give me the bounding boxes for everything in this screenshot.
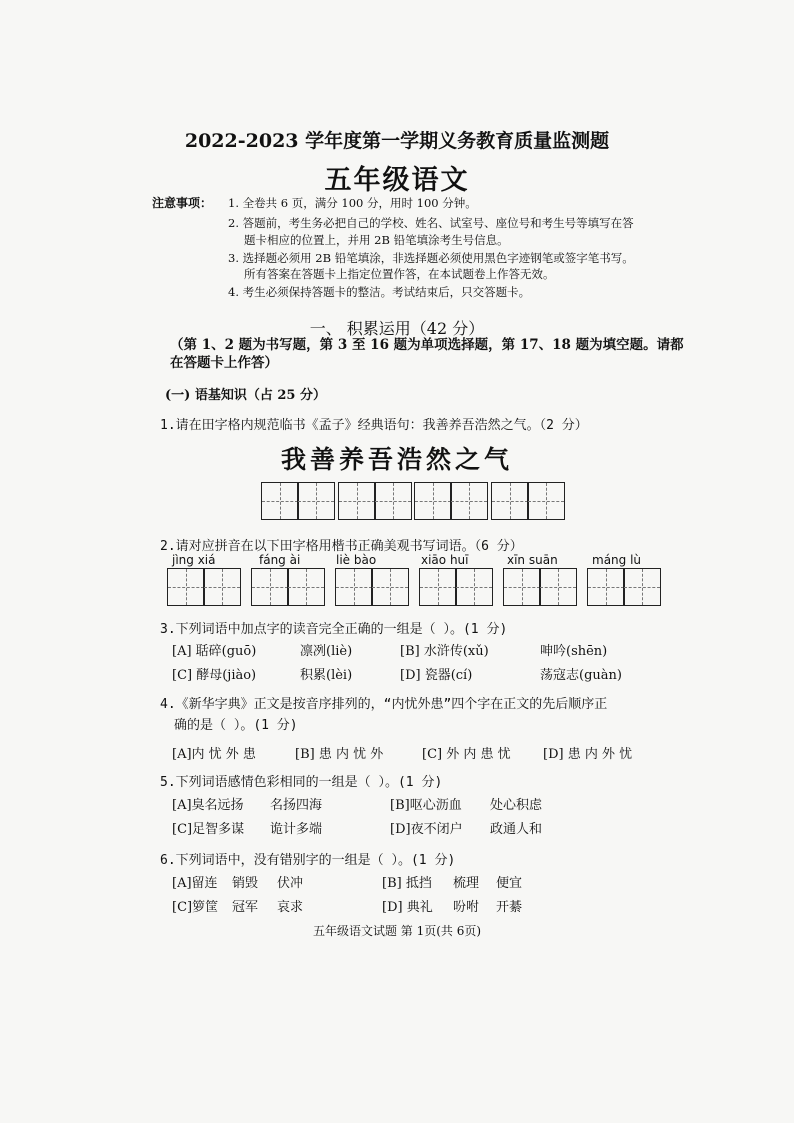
- q3-option-a2: 凛冽(liè): [300, 644, 353, 659]
- q6-option-a: [A]留连: [172, 876, 218, 891]
- note-item: 所有答案在答题卡上指定位置作答，在本试题卷上作答无效。: [244, 267, 555, 281]
- q5-option-c2: 诡计多端: [270, 822, 323, 837]
- tianzige-cell: [338, 482, 376, 520]
- pinyin-4: xiāo huī: [421, 553, 469, 567]
- note-item: 4. 考生必须保持答题卡的整洁。考试结束后，只交答题卡。: [228, 285, 531, 299]
- q4-option-c: [C] 外 内 患 忧: [422, 747, 511, 762]
- tianzige-cell: [455, 568, 493, 606]
- q3-option-b: [B] 水浒传(xǔ): [400, 644, 489, 659]
- q5-option-b2: 处心积虑: [490, 798, 543, 813]
- tianzige-cell: [374, 482, 412, 520]
- q3-option-a: [A] 聒碎(guō): [172, 644, 257, 659]
- tianzige-cell: [503, 568, 541, 606]
- exam-title: 2022-2023 学年度第一学期义务教育质量监测题: [184, 130, 610, 152]
- q5-option-d2: 政通人和: [490, 822, 543, 837]
- sub-heading: (一) 语基知识（占 25 分）: [165, 388, 326, 403]
- question-4: 4.《新华字典》正文是按音序排列的，“内忧外患”四个字在正文的先后顺序正: [160, 697, 608, 712]
- q4-option-b: [B] 患 内 忧 外: [295, 747, 384, 762]
- tianzige-cell: [371, 568, 409, 606]
- tianzige-cell: [623, 568, 661, 606]
- note-item: 2. 答题前，考生务必把自己的学校、姓名、试室号、座位号和考生号等填写在答: [228, 216, 634, 230]
- tianzige-cell: [539, 568, 577, 606]
- q4-option-a: [A]内 忧 外 患: [172, 747, 256, 762]
- q6-option-c2: 冠军: [232, 900, 259, 915]
- tianzige-cell: [251, 568, 289, 606]
- tianzige-cell: [450, 482, 488, 520]
- q3-option-c: [C] 酵母(jiào): [172, 668, 257, 683]
- section-instruction: （第 1、2 题为书写题，第 3 至 16 题为单项选择题，第 17、18 题为填空题。请都在答题卡上作答）: [170, 337, 684, 371]
- tianzige-cell: [419, 568, 457, 606]
- q4-option-d: [D] 患 内 外 忧: [543, 747, 633, 762]
- q6-option-d3: 开綦: [496, 900, 523, 915]
- q5-option-a2: 名扬四海: [270, 798, 323, 813]
- page-footer: 五年级语文试题 第 1页(共 6页): [312, 924, 482, 938]
- exam-subtitle: 五年级语文: [324, 165, 470, 196]
- question-4-cont: 确的是（ ）。(1 分): [174, 718, 298, 733]
- q5-option-a: [A]臭名远扬: [172, 798, 244, 813]
- tianzige-cell: [261, 482, 299, 520]
- note-item: 题卡相应的位置上，并用 2B 铅笔填涂考生号信息。: [244, 233, 509, 247]
- notes-label: 注意事项：: [152, 196, 213, 210]
- question-2: 2.请对应拼音在以下田字格用楷书正确美观书写词语。（6 分）: [160, 539, 523, 554]
- pinyin-1: jìng xiá: [172, 553, 216, 567]
- tianzige-cell: [587, 568, 625, 606]
- q6-option-b3: 便宜: [496, 876, 523, 891]
- q5-option-b: [B]呕心沥血: [390, 798, 462, 813]
- question-5: 5.下列词语感情色彩相同的一组是（ ）。(1 分): [160, 775, 443, 790]
- q3-option-b2: 呻吟(shēn): [540, 644, 608, 659]
- tianzige-cell: [414, 482, 452, 520]
- tianzige-cell: [527, 482, 565, 520]
- q6-option-a2: 销毁: [232, 876, 259, 891]
- calligraphy-sample: 我善养吾浩然之气: [280, 445, 513, 474]
- tianzige-cell: [167, 568, 205, 606]
- q3-option-d: [D] 瓷器(cí): [400, 668, 473, 683]
- q6-option-c3: 哀求: [277, 900, 304, 915]
- q6-option-d2: 吩咐: [453, 900, 480, 915]
- q6-option-b2: 梳理: [453, 876, 480, 891]
- q6-option-d: [D] 典礼: [382, 900, 433, 915]
- q6-option-a3: 伏冲: [277, 876, 304, 891]
- question-1: 1.请在田字格内规范临书《孟子》经典语句：我善养吾浩然之气。（2 分）: [160, 418, 588, 433]
- pinyin-5: xīn suān: [507, 553, 558, 567]
- section-heading: 一、 积累运用（42 分）: [309, 319, 485, 338]
- tianzige-cell: [287, 568, 325, 606]
- pinyin-2: fáng ài: [259, 553, 301, 567]
- note-item: 3. 选择题必须用 2B 铅笔填涂，非选择题必须使用黑色字迹钢笔或签字笔书写。: [228, 251, 634, 265]
- q5-option-d: [D]夜不闭户: [390, 822, 463, 837]
- q6-option-b: [B] 抵挡: [382, 876, 432, 891]
- q3-option-c2: 积累(lèi): [300, 668, 353, 683]
- tianzige-cell: [335, 568, 373, 606]
- tianzige-cell: [297, 482, 335, 520]
- q3-option-d2: 荡寇志(guàn): [540, 668, 622, 683]
- question-3: 3.下列词语中加点字的读音完全正确的一组是（ ）。(1 分): [160, 622, 508, 637]
- pinyin-3: liè bào: [336, 553, 377, 567]
- tianzige-cell: [491, 482, 529, 520]
- q5-option-c: [C]足智多谋: [172, 822, 245, 837]
- tianzige-cell: [203, 568, 241, 606]
- q6-option-c: [C]箩筐: [172, 900, 219, 915]
- question-6: 6.下列词语中，没有错别字的一组是（ ）。(1 分): [160, 853, 456, 868]
- note-item: 1. 全卷共 6 页，满分 100 分，用时 100 分钟。: [228, 196, 477, 210]
- pinyin-6: máng lù: [592, 553, 642, 567]
